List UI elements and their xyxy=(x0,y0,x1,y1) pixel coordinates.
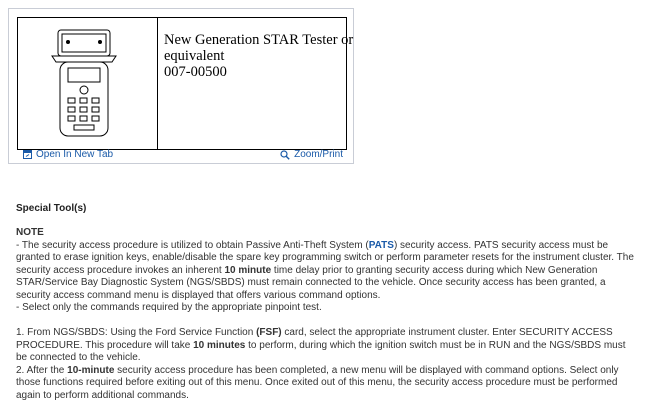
procedure-content xyxy=(16,227,634,402)
tool-name-line1: New Generation STAR Tester or xyxy=(164,32,354,48)
note-bullet-1 xyxy=(16,240,634,303)
step-1-text-b: card, select the appropriate instrument cluster. Enter SECURITY ACCESS PROCEDURE. This procedure will take xyxy=(16,327,613,351)
open-in-new-tab-link[interactable] xyxy=(23,149,113,160)
zoom-print-link[interactable] xyxy=(280,149,343,160)
pats-abbreviation: PATS xyxy=(368,239,394,251)
note-bullet-1-text-b: ) security access. PATS security access must be granted to erase ignition keys, enable/disable the spare key programming switch or perform parameter resets for the instrument cluster. The security access procedure invokes an inherent xyxy=(16,239,634,276)
step-2 xyxy=(16,365,634,403)
step-1 xyxy=(16,327,634,365)
zoom-print-label: Zoom/Print xyxy=(294,149,343,160)
zoom-icon xyxy=(280,150,290,160)
open-in-new-tab-label: Open In New Tab xyxy=(36,149,114,160)
note-bullet-2: - Select only the commands required by the appropriate pinpoint test. xyxy=(16,302,322,313)
tool-number: 007-00500 xyxy=(164,64,227,80)
note-bullet-1-text-a: - The security access procedure is utilized to obtain Passive Anti-Theft System ( xyxy=(16,239,369,251)
step-2-strong: 10-minute xyxy=(67,364,115,376)
step-1-text-a: 1. From NGS/SBDS: Using the Ford Service Function xyxy=(16,327,257,338)
step-1-text-c: to perform, during which the ignition switch must be in RUN and the NGS/SBDS must be connected to the vehicle. xyxy=(16,339,626,363)
tool-description xyxy=(164,32,354,80)
star-tester-illustration xyxy=(18,18,156,148)
new-tab-icon xyxy=(23,150,32,159)
step-1-strong-fsf: (FSF) xyxy=(256,327,282,338)
tool-name-line2: equivalent xyxy=(164,48,225,64)
note-label: NOTE xyxy=(16,227,44,238)
tool-card xyxy=(8,8,354,164)
note-bullet-1-text-c: time delay prior to granting security access during which New Generation STAR/Service Bay Diagnostic System (NGS/SBDS) must remain connected to the vehicle. Once security access has been granted, a security access command menu is displayed that offers various command options. xyxy=(16,264,606,301)
note-bullet-1-strong: 10 minute xyxy=(224,264,272,276)
tool-illustration-table xyxy=(17,17,354,150)
step-2-text-a: 2. After the xyxy=(16,364,68,376)
step-1-strong-duration: 10 minutes xyxy=(193,339,246,351)
card-footer xyxy=(9,149,353,163)
tool-image-cell xyxy=(18,18,158,149)
step-2-text-b: security access procedure has been completed, a new menu will be displayed with command options. Select only those functions required before exiting out of this menu. Once exited out of this menu, the security access procedure must be performed again to perform additional commands. xyxy=(16,364,619,401)
spacer xyxy=(16,315,634,328)
section-heading: Special Tool(s) xyxy=(16,203,87,214)
